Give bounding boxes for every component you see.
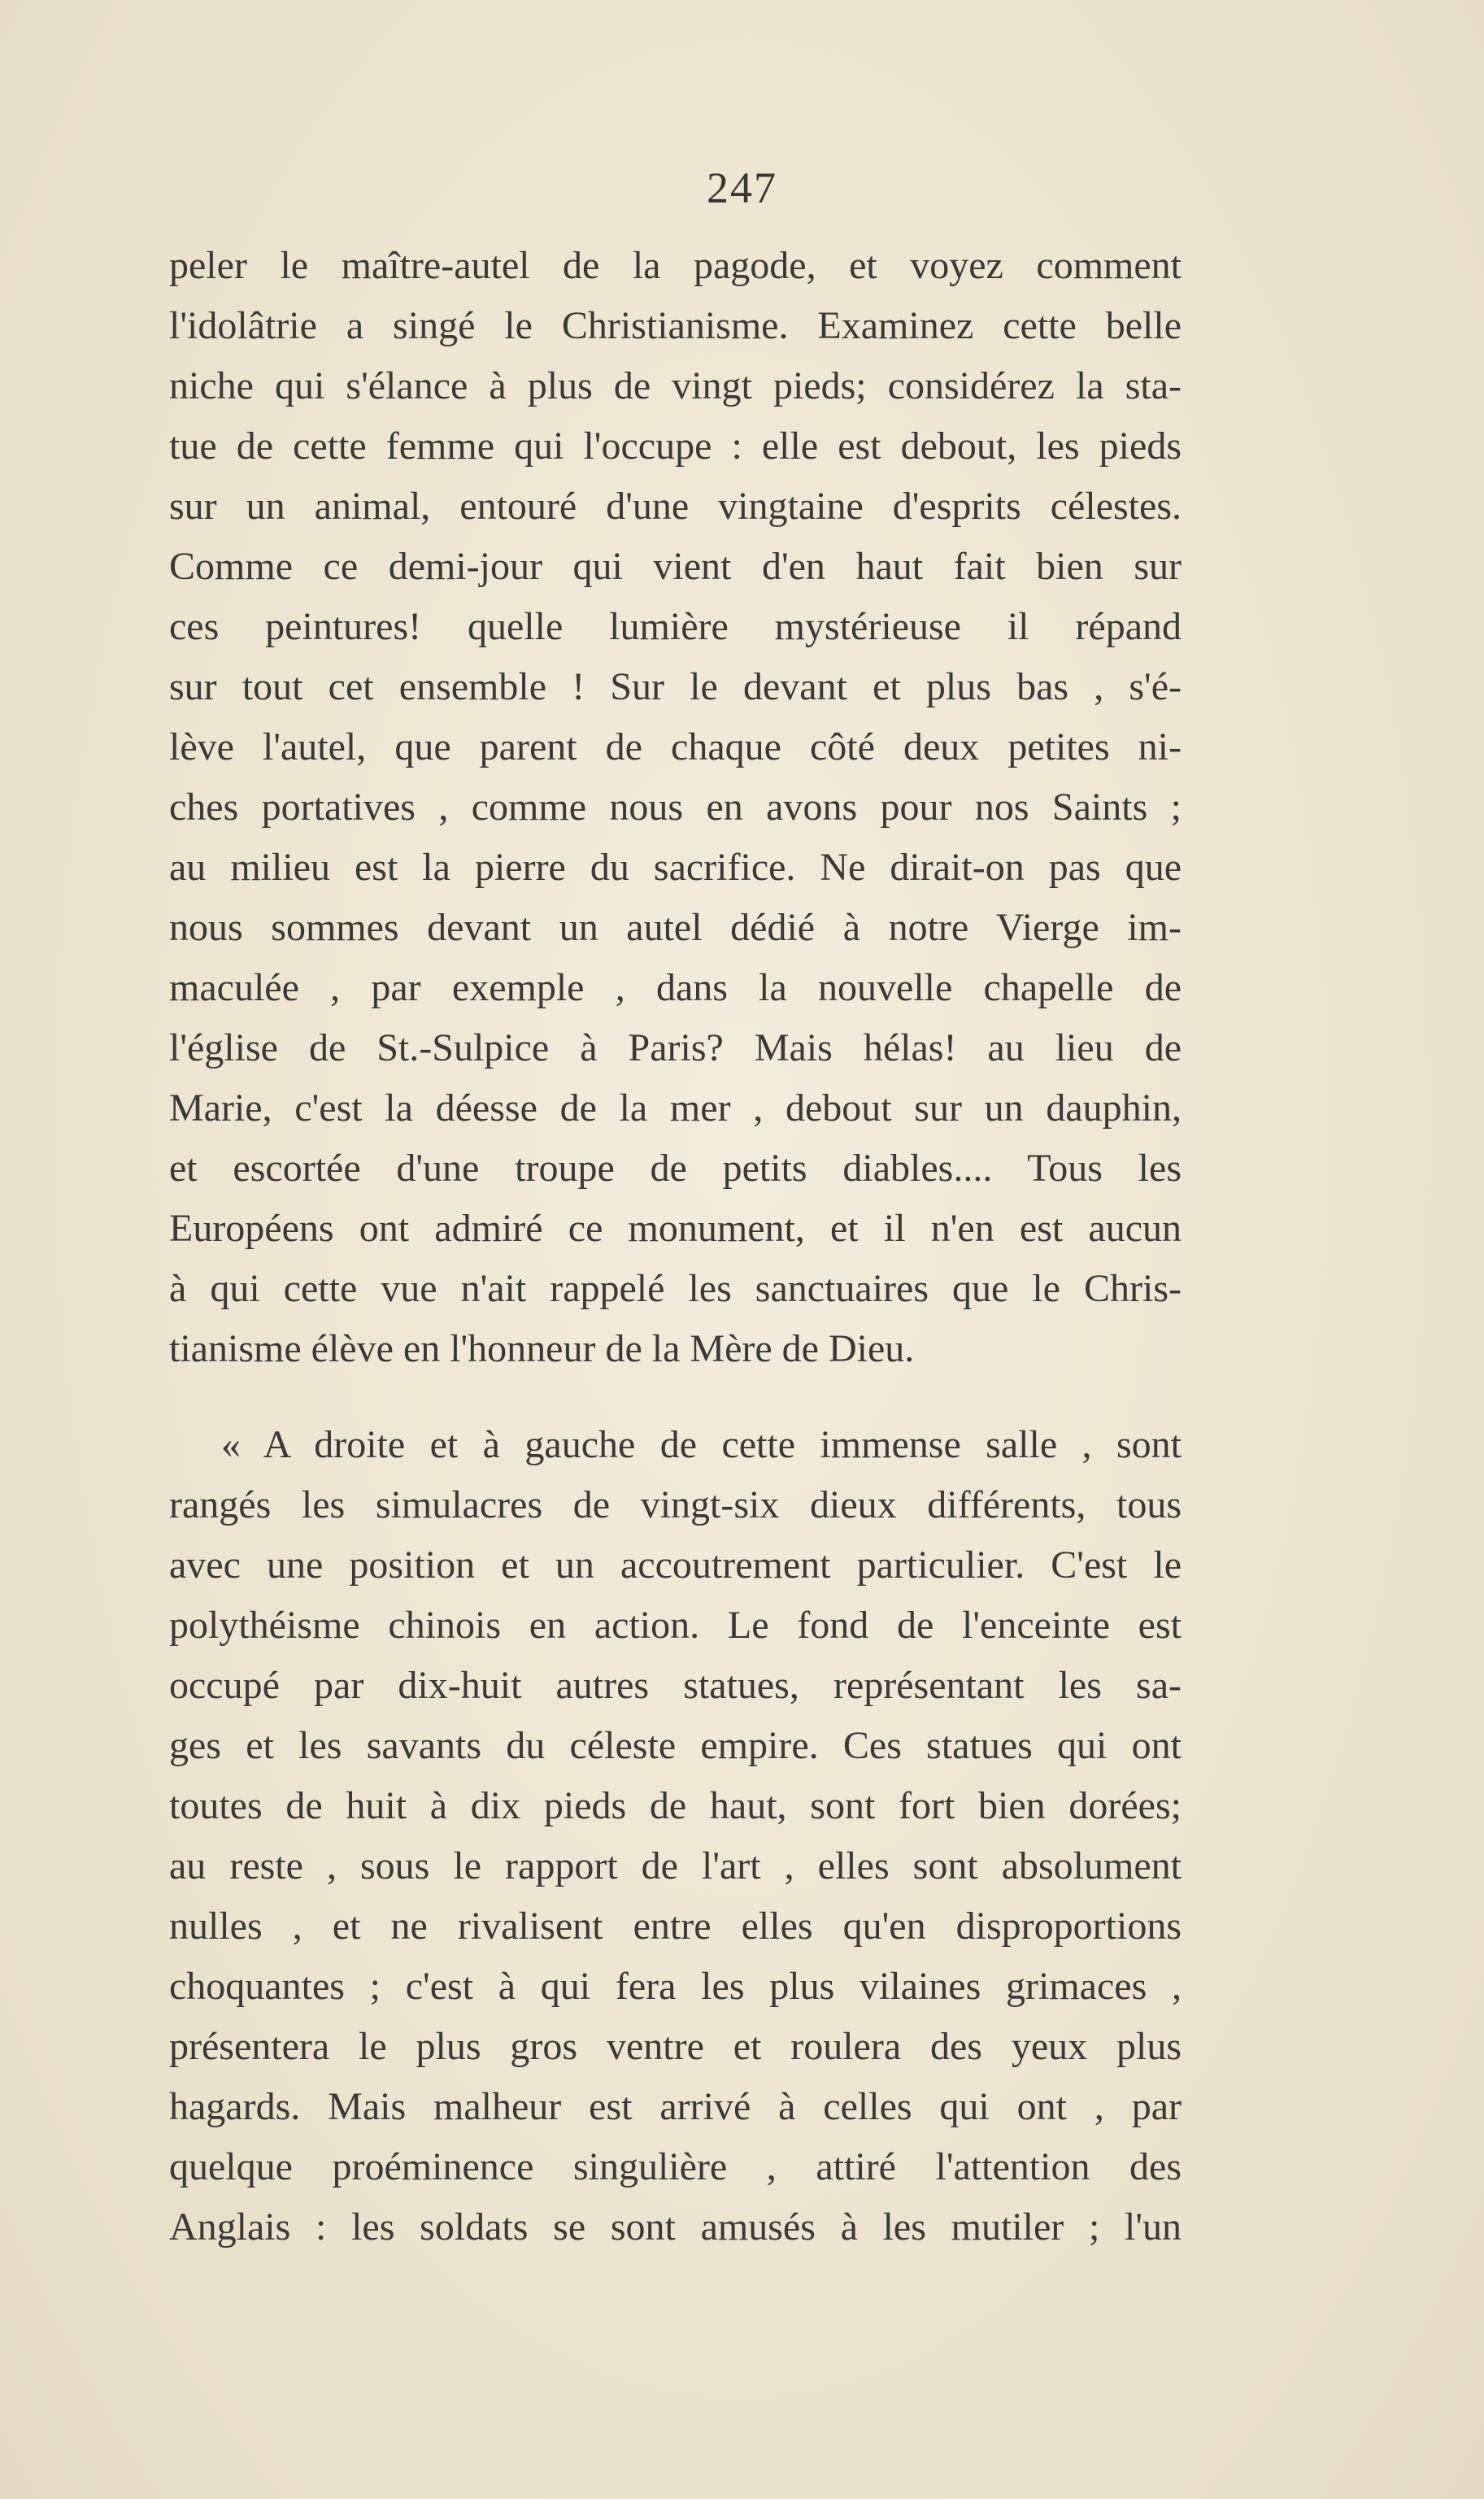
text-line: tue de cette femme qui l'occupe : elle est debout, les pieds bbox=[169, 424, 1182, 468]
paragraph-1 bbox=[169, 236, 1182, 1379]
text-line: avec une position et un accoutrement particulier. C'est le bbox=[169, 1543, 1182, 1587]
text-line: Européens ont admiré ce monument, et il n'en est aucun bbox=[169, 1207, 1182, 1250]
text-line: tianisme élève en l'honneur de la Mère de Dieu. bbox=[169, 1327, 915, 1370]
text-line: Comme ce demi-jour qui vient d'en haut fait bien sur bbox=[169, 545, 1182, 588]
page-number: 247 bbox=[707, 163, 777, 212]
text-line: quelque proéminence singulière , attiré l'attention des bbox=[169, 2145, 1182, 2188]
text-line: polythéisme chinois en action. Le fond de l'enceinte est bbox=[169, 1604, 1182, 1647]
text-line: l'idolâtrie a singé le Christianisme. Examinez cette belle bbox=[169, 304, 1182, 347]
text-line: et escortée d'une troupe de petits diables.... Tous les bbox=[169, 1147, 1182, 1190]
text-line: présentera le plus gros ventre et roulera des yeux plus bbox=[169, 2025, 1182, 2068]
text-line: occupé par dix-huit autres statues, représentant les sa- bbox=[169, 1664, 1182, 1707]
text-line: nulles , et ne rivalisent entre elles qu'en disproportions bbox=[169, 1905, 1182, 1948]
text-line: Marie, c'est la déesse de la mer , debout sur un dauphin, bbox=[169, 1086, 1182, 1130]
text-line: au reste , sous le rapport de l'art , elles sont absolument bbox=[169, 1844, 1182, 1887]
text-line: sur un animal, entouré d'une vingtaine d'esprits célestes. bbox=[169, 485, 1182, 528]
text-line: toutes de huit à dix pieds de haut, sont fort bien dorées; bbox=[169, 1784, 1182, 1827]
text-line: hagards. Mais malheur est arrivé à celles qui ont , par bbox=[169, 2085, 1182, 2128]
text-line: l'église de St.-Sulpice à Paris? Mais hélas! au lieu de bbox=[169, 1026, 1182, 1069]
text-line: peler le maître-autel de la pagode, et voyez comment bbox=[169, 244, 1182, 287]
text-line: ches portatives , comme nous en avons pour nos Saints ; bbox=[169, 786, 1182, 829]
text-line: maculée , par exemple , dans la nouvelle chapelle de bbox=[169, 966, 1182, 1009]
text-line: à qui cette vue n'ait rappelé les sanctuaires que le Chris- bbox=[169, 1267, 1182, 1310]
text-line: ges et les savants du céleste empire. Ces statues qui ont bbox=[169, 1724, 1182, 1767]
text-line: choquantes ; c'est à qui fera les plus vilaines grimaces , bbox=[169, 1965, 1182, 2008]
text-line: au milieu est la pierre du sacrifice. Ne dirait-on pas que bbox=[169, 846, 1182, 889]
text-line: nous sommes devant un autel dédié à notre Vierge im- bbox=[169, 906, 1182, 949]
text-line: niche qui s'élance à plus de vingt pieds; considérez la sta- bbox=[169, 364, 1182, 407]
text-line: « A droite et à gauche de cette immense salle , sont bbox=[221, 1423, 1182, 1466]
text-line: rangés les simulacres de vingt-six dieux différents, tous bbox=[169, 1483, 1182, 1526]
text-line: sur tout cet ensemble ! Sur le devant et plus bas , s'é- bbox=[169, 665, 1182, 708]
text-line: ces peintures! quelle lumière mystérieuse il répand bbox=[169, 605, 1182, 648]
text-line: lève l'autel, que parent de chaque côté deux petites ni- bbox=[169, 725, 1182, 768]
paragraph-2 bbox=[169, 1415, 1182, 2257]
text-line: Anglais : les soldats se sont amusés à les mutiler ; l'un bbox=[169, 2205, 1182, 2249]
